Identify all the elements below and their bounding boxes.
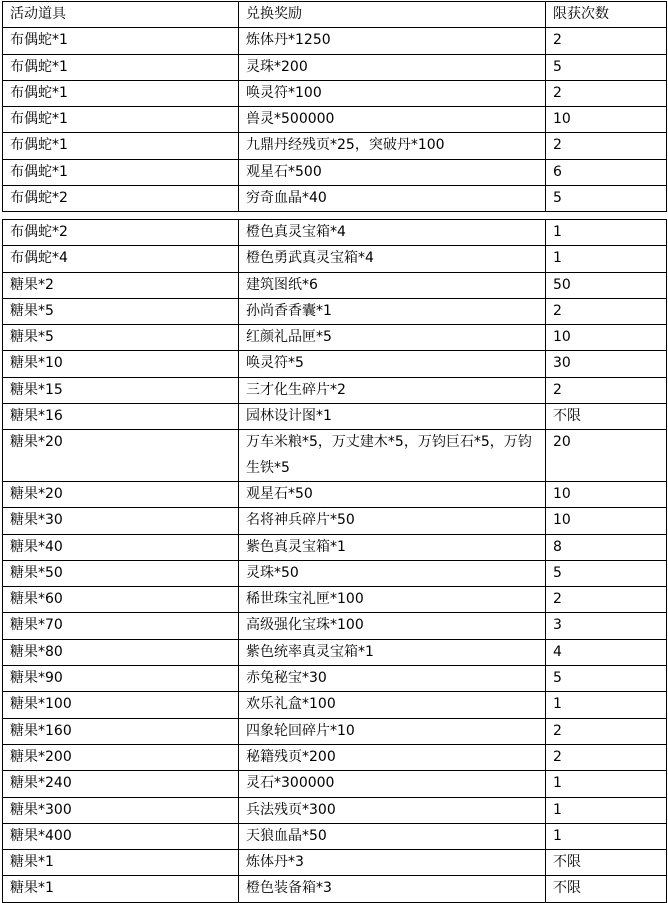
limit-cell: 10	[546, 481, 667, 507]
limit-cell: 2	[546, 133, 667, 159]
limit-cell: 不限	[546, 876, 667, 902]
limit-cell: 1	[546, 797, 667, 823]
header-item: 活动道具	[3, 2, 239, 28]
item-cell: 糖果*200	[3, 744, 239, 770]
item-cell: 布偶蛇*1	[3, 133, 239, 159]
table-row	[3, 298, 667, 324]
header-limit: 限获次数	[546, 2, 667, 28]
item-cell: 布偶蛇*2	[3, 220, 239, 246]
item-cell: 糖果*100	[3, 692, 239, 718]
reward-cell: 赤兔秘宝*30	[239, 666, 546, 692]
reward-cell: 欢乐礼盒*100	[239, 692, 546, 718]
limit-cell: 2	[546, 744, 667, 770]
item-cell: 糖果*5	[3, 325, 239, 351]
item-cell: 糖果*15	[3, 377, 239, 403]
table-row	[3, 692, 667, 718]
table-row	[3, 850, 667, 876]
limit-cell: 不限	[546, 404, 667, 430]
table-row	[3, 534, 667, 560]
reward-cell: 紫色统率真灵宝箱*1	[239, 639, 546, 665]
table-row	[3, 587, 667, 613]
item-cell: 糖果*70	[3, 613, 239, 639]
table-row	[3, 744, 667, 770]
table-row	[3, 272, 667, 298]
item-cell: 糖果*160	[3, 718, 239, 744]
item-cell: 糖果*240	[3, 771, 239, 797]
limit-cell: 10	[546, 107, 667, 133]
item-cell: 糖果*2	[3, 272, 239, 298]
exchange-table-1	[2, 1, 667, 212]
limit-cell: 5	[546, 666, 667, 692]
item-cell: 糖果*1	[3, 850, 239, 876]
item-cell: 布偶蛇*4	[3, 246, 239, 272]
table-row	[3, 508, 667, 534]
limit-cell: 6	[546, 159, 667, 185]
reward-cell: 名将神兵碎片*50	[239, 508, 546, 534]
limit-cell: 8	[546, 534, 667, 560]
item-cell: 糖果*16	[3, 404, 239, 430]
reward-cell: 高级强化宝珠*100	[239, 613, 546, 639]
table-row	[3, 613, 667, 639]
table-row	[3, 159, 667, 185]
table-row	[3, 133, 667, 159]
item-cell: 布偶蛇*1	[3, 54, 239, 80]
table-row	[3, 876, 667, 902]
limit-cell: 50	[546, 272, 667, 298]
reward-cell: 唤灵符*5	[239, 351, 546, 377]
item-cell: 糖果*80	[3, 639, 239, 665]
reward-cell: 建筑图纸*6	[239, 272, 546, 298]
limit-cell: 1	[546, 246, 667, 272]
reward-cell: 橙色真灵宝箱*4	[239, 220, 546, 246]
table-row	[3, 771, 667, 797]
table-row	[3, 325, 667, 351]
reward-cell: 九鼎丹经残页*25，突破丹*100	[239, 133, 546, 159]
limit-cell: 10	[546, 325, 667, 351]
reward-cell: 穷奇血晶*40	[239, 186, 546, 212]
table-row	[3, 797, 667, 823]
reward-cell: 炼体丹*1250	[239, 28, 546, 54]
limit-cell: 20	[546, 430, 667, 482]
item-cell: 糖果*60	[3, 587, 239, 613]
limit-cell: 1	[546, 771, 667, 797]
table-row	[3, 220, 667, 246]
item-cell: 糖果*20	[3, 481, 239, 507]
limit-cell: 2	[546, 718, 667, 744]
table-row	[3, 823, 667, 849]
limit-cell: 1	[546, 692, 667, 718]
table-row	[3, 377, 667, 403]
limit-cell: 3	[546, 613, 667, 639]
limit-cell: 2	[546, 80, 667, 106]
limit-cell: 5	[546, 54, 667, 80]
limit-cell: 10	[546, 508, 667, 534]
reward-cell: 橙色装备箱*3	[239, 876, 546, 902]
reward-cell: 稀世珠宝礼匣*100	[239, 587, 546, 613]
table-row	[3, 718, 667, 744]
header-reward: 兑换奖励	[239, 2, 546, 28]
table-header-row	[3, 2, 667, 28]
reward-cell: 四象轮回碎片*10	[239, 718, 546, 744]
limit-cell: 5	[546, 186, 667, 212]
reward-cell: 橙色勇武真灵宝箱*4	[239, 246, 546, 272]
reward-cell: 兵法残页*300	[239, 797, 546, 823]
reward-cell: 兽灵*500000	[239, 107, 546, 133]
item-cell: 糖果*5	[3, 298, 239, 324]
reward-cell: 天狼血晶*50	[239, 823, 546, 849]
limit-cell: 1	[546, 823, 667, 849]
item-cell: 糖果*300	[3, 797, 239, 823]
limit-cell: 不限	[546, 850, 667, 876]
item-cell: 糖果*10	[3, 351, 239, 377]
reward-cell: 炼体丹*3	[239, 850, 546, 876]
reward-cell: 灵石*300000	[239, 771, 546, 797]
table-row	[3, 639, 667, 665]
reward-cell: 孙尚香香囊*1	[239, 298, 546, 324]
item-cell: 布偶蛇*1	[3, 159, 239, 185]
table-row	[3, 28, 667, 54]
table-row	[3, 430, 667, 482]
reward-cell: 万车米粮*5，万丈建木*5，万钧巨石*5，万钧生铁*5	[239, 430, 546, 482]
limit-cell: 4	[546, 639, 667, 665]
limit-cell: 2	[546, 587, 667, 613]
table-row	[3, 404, 667, 430]
reward-cell: 紫色真灵宝箱*1	[239, 534, 546, 560]
table-row	[3, 186, 667, 212]
item-cell: 布偶蛇*2	[3, 186, 239, 212]
item-cell: 布偶蛇*1	[3, 107, 239, 133]
limit-cell: 2	[546, 377, 667, 403]
reward-cell: 灵珠*200	[239, 54, 546, 80]
limit-cell: 2	[546, 28, 667, 54]
table-row	[3, 666, 667, 692]
item-cell: 糖果*50	[3, 560, 239, 586]
item-cell: 糖果*90	[3, 666, 239, 692]
reward-cell: 灵珠*50	[239, 560, 546, 586]
reward-cell: 观星石*500	[239, 159, 546, 185]
limit-cell: 1	[546, 220, 667, 246]
table-row	[3, 481, 667, 507]
table-row	[3, 107, 667, 133]
limit-cell: 2	[546, 298, 667, 324]
reward-cell: 三才化生碎片*2	[239, 377, 546, 403]
reward-cell: 观星石*50	[239, 481, 546, 507]
exchange-table-2	[2, 219, 667, 903]
reward-cell: 园林设计图*1	[239, 404, 546, 430]
item-cell: 糖果*30	[3, 508, 239, 534]
table-row	[3, 246, 667, 272]
table-row	[3, 54, 667, 80]
limit-cell: 5	[546, 560, 667, 586]
item-cell: 糖果*400	[3, 823, 239, 849]
reward-cell: 红颜礼品匣*5	[239, 325, 546, 351]
item-cell: 布偶蛇*1	[3, 80, 239, 106]
item-cell: 布偶蛇*1	[3, 28, 239, 54]
reward-cell: 秘籍残页*200	[239, 744, 546, 770]
reward-cell: 唤灵符*100	[239, 80, 546, 106]
table-row	[3, 351, 667, 377]
limit-cell: 30	[546, 351, 667, 377]
item-cell: 糖果*1	[3, 876, 239, 902]
table-row	[3, 80, 667, 106]
item-cell: 糖果*20	[3, 430, 239, 482]
item-cell: 糖果*40	[3, 534, 239, 560]
table-row	[3, 560, 667, 586]
